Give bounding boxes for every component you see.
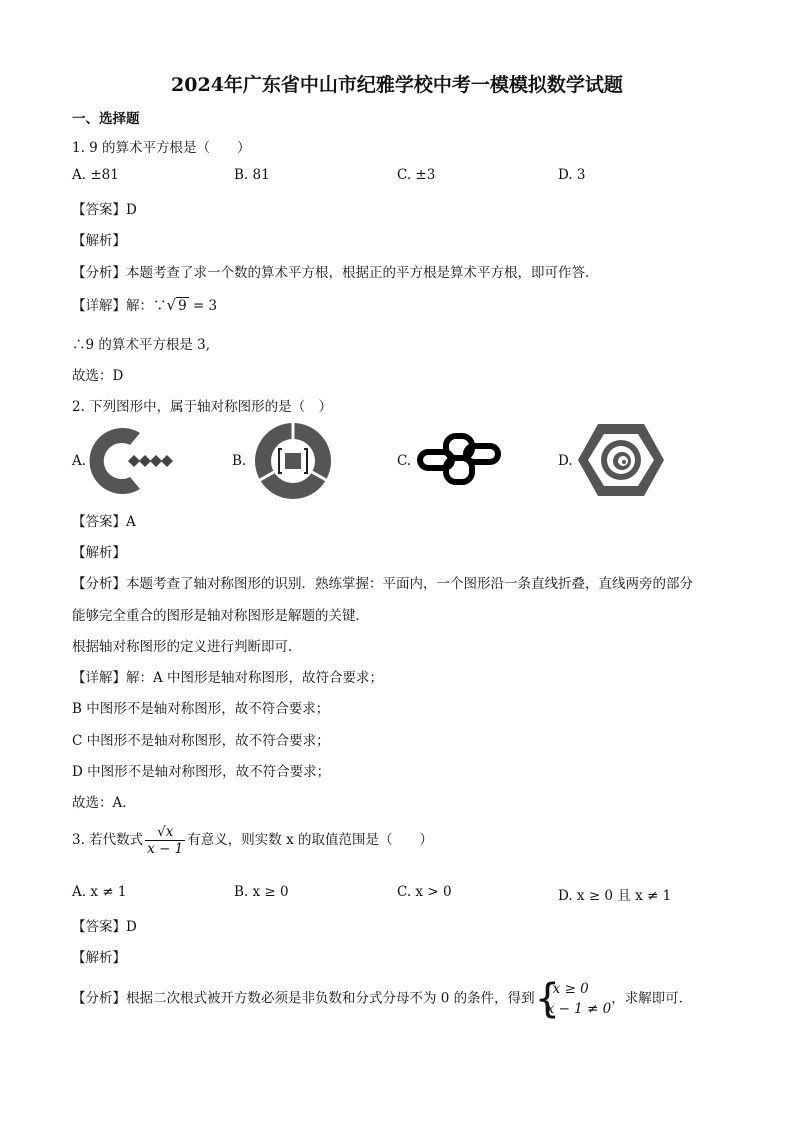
q3-inequality-system xyxy=(534,976,612,1022)
q2-label-c: C. xyxy=(397,453,412,469)
q1-conclusion: ∴9 的算术平方根是 3, xyxy=(72,337,211,353)
q1-xiangjie xyxy=(72,294,217,314)
q2-choose: 故选：A． xyxy=(72,795,136,811)
q3-option-c: C. x > 0 xyxy=(397,884,452,900)
q1-fenxi: 【分析】本题考查了求一个数的算术平方根，根据正的平方根是算术平方根，即可作答． xyxy=(72,265,599,281)
q2-stem: 2. 下列图形中，属于轴对称图形的是（ ） xyxy=(72,399,333,415)
q2-d: D 中图形不是轴对称图形，故不符合要求； xyxy=(72,764,331,780)
q3-stem-prefix: 3. 若代数式 xyxy=(72,832,144,848)
q3-sys-line-1: x ≥ 0 xyxy=(552,981,589,997)
q1-stem: 1. 9 的算术平方根是（ ） xyxy=(72,140,251,156)
q1-option-d: D. 3 xyxy=(558,167,586,183)
q1-xiangjie-prefix: 【详解】解：∵ xyxy=(72,298,167,314)
q3-fenxi-prefix: 【分析】根据二次根式被开方数必须是非负数和分式分母不为 0 的条件，得到 xyxy=(72,990,535,1007)
q2-answer: 【答案】A xyxy=(72,514,136,530)
q2-label-d: D. xyxy=(558,453,573,469)
q1-answer: 【答案】D xyxy=(72,202,137,218)
q3-frac-den: x − 1 xyxy=(147,841,184,857)
q1-option-c: C. ±3 xyxy=(397,167,436,183)
page-title: 2024年广东省中山市纪雅学校中考一模模拟数学试题 xyxy=(171,74,623,96)
q2-analysis-tag: 【解析】 xyxy=(72,545,126,561)
sqrt-symbol: √ xyxy=(166,296,177,314)
q1-option-a: A. ±81 xyxy=(72,167,119,183)
q3-option-a: A. x ≠ 1 xyxy=(72,884,127,900)
q3-stem-suffix: 有意义，则实数 x 的取值范围是（ ） xyxy=(187,832,433,848)
interlock-links-figure xyxy=(414,432,504,488)
q3-option-b: B. x ≥ 0 xyxy=(234,884,289,900)
recycle-ring-figure xyxy=(252,420,334,502)
q3-frac-num: √x xyxy=(145,824,185,841)
q1-option-b: B. 81 xyxy=(234,167,270,183)
q2-xiangjie: 【详解】解：A 中图形是轴对称图形，故符合要求； xyxy=(72,670,384,686)
q1-radicand: 9 xyxy=(178,298,187,314)
q2-b: B 中图形不是轴对称图形，故不符合要求； xyxy=(72,701,330,717)
left-brace-icon: { xyxy=(534,976,561,1022)
q1-xiangjie-suffix: = 3 xyxy=(188,298,218,314)
q3-answer: 【答案】D xyxy=(72,919,137,935)
q3-fraction xyxy=(145,824,185,857)
q2-c: C 中图形不是轴对称图形，故不符合要求； xyxy=(72,733,330,749)
c-shape-diamonds-figure xyxy=(88,421,178,501)
q2-label-b: B. xyxy=(232,453,247,469)
q3-sys-line-2: x − 1 ≠ 0 xyxy=(546,1001,612,1017)
q3-analysis-tag: 【解析】 xyxy=(72,950,126,966)
q3-fenxi xyxy=(72,976,693,1022)
hexagon-spiral-figure xyxy=(576,421,666,499)
q3-stem xyxy=(72,824,433,857)
section-heading: 一、选择题 xyxy=(72,111,140,127)
q2-fenxi-1: 【分析】本题考查了轴对称图形的识别．熟练掌握：平面内，一个图形沿一条直线折叠，直线两旁的部分 xyxy=(72,576,693,592)
q2-label-a: A. xyxy=(72,453,87,469)
q3-fenxi-suffix: ，求解即可． xyxy=(611,990,693,1007)
q2-fenxi-2: 能够完全重合的图形是轴对称图形是解题的关键． xyxy=(72,608,369,624)
q1-choose: 故选：D xyxy=(72,368,124,384)
q2-fenxi-3: 根据轴对称图形的定义进行判断即可． xyxy=(72,639,302,655)
q1-analysis-tag: 【解析】 xyxy=(72,233,126,249)
q3-option-d: D. x ≥ 0 且 x ≠ 1 xyxy=(558,888,672,904)
